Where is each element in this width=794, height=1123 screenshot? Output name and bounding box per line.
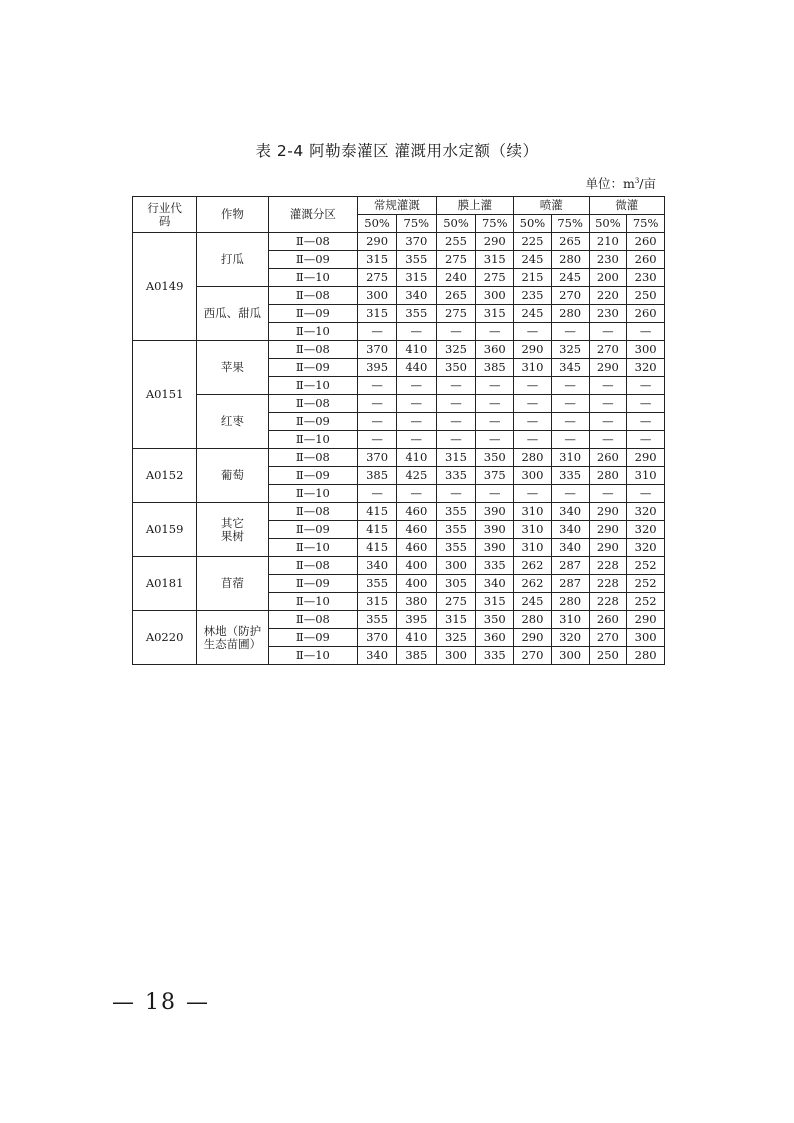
- zone-cell: Ⅱ—09: [268, 305, 358, 323]
- value-cell: 335: [476, 647, 514, 665]
- industry-code-cell: A0151: [133, 341, 197, 449]
- value-cell: —: [358, 413, 397, 431]
- value-cell: 320: [551, 629, 589, 647]
- value-cell: 252: [627, 575, 665, 593]
- value-cell: —: [627, 377, 665, 395]
- value-cell: —: [627, 413, 665, 431]
- value-cell: 290: [514, 341, 552, 359]
- crop-cell: 西瓜、甜瓜: [197, 287, 268, 341]
- value-cell: 300: [551, 647, 589, 665]
- value-cell: 300: [514, 467, 552, 485]
- table-body: [133, 233, 665, 665]
- value-cell: 228: [589, 575, 627, 593]
- value-cell: —: [589, 485, 627, 503]
- crop-cell: 苹果: [197, 341, 268, 395]
- value-cell: 350: [476, 611, 514, 629]
- zone-cell: Ⅱ—09: [268, 413, 358, 431]
- header-rate: 75%: [476, 215, 514, 233]
- value-cell: 230: [589, 305, 627, 323]
- value-cell: —: [396, 431, 436, 449]
- value-cell: 410: [396, 629, 436, 647]
- table-row: [133, 557, 665, 575]
- value-cell: 410: [396, 449, 436, 467]
- value-cell: —: [358, 323, 397, 341]
- value-cell: —: [396, 413, 436, 431]
- value-cell: 370: [358, 449, 397, 467]
- zone-cell: Ⅱ—08: [268, 557, 358, 575]
- value-cell: —: [476, 485, 514, 503]
- value-cell: 460: [396, 539, 436, 557]
- page-number: — 18 —: [112, 990, 210, 1015]
- value-cell: 280: [551, 593, 589, 611]
- value-cell: 290: [627, 611, 665, 629]
- table-row: [133, 341, 665, 359]
- value-cell: 310: [551, 449, 589, 467]
- crop-cell: 苜蓿: [197, 557, 268, 611]
- value-cell: 340: [551, 521, 589, 539]
- zone-cell: Ⅱ—10: [268, 647, 358, 665]
- value-cell: 260: [589, 611, 627, 629]
- value-cell: 290: [358, 233, 397, 251]
- value-cell: —: [514, 395, 552, 413]
- zone-cell: Ⅱ—10: [268, 323, 358, 341]
- value-cell: 315: [476, 305, 514, 323]
- value-cell: 280: [514, 611, 552, 629]
- value-cell: 310: [551, 611, 589, 629]
- value-cell: 310: [514, 503, 552, 521]
- value-cell: 335: [476, 557, 514, 575]
- value-cell: 290: [627, 449, 665, 467]
- crop-cell: 林地（防护 生态苗圃）: [197, 611, 268, 665]
- value-cell: —: [551, 395, 589, 413]
- value-cell: 270: [589, 341, 627, 359]
- value-cell: 320: [627, 359, 665, 377]
- value-cell: 230: [589, 251, 627, 269]
- value-cell: 415: [358, 503, 397, 521]
- value-cell: 287: [551, 557, 589, 575]
- value-cell: 310: [627, 467, 665, 485]
- unit-prefix: 单位：m: [585, 176, 635, 191]
- value-cell: 210: [589, 233, 627, 251]
- value-cell: —: [358, 377, 397, 395]
- value-cell: 395: [358, 359, 397, 377]
- table-row: [133, 611, 665, 629]
- value-cell: 320: [627, 503, 665, 521]
- value-cell: 280: [551, 251, 589, 269]
- value-cell: 262: [514, 557, 552, 575]
- value-cell: 305: [436, 575, 476, 593]
- value-cell: 315: [436, 611, 476, 629]
- value-cell: 300: [627, 341, 665, 359]
- value-cell: —: [514, 323, 552, 341]
- crop-cell: 红枣: [197, 395, 268, 449]
- value-cell: —: [476, 377, 514, 395]
- industry-code-cell: A0159: [133, 503, 197, 557]
- value-cell: 345: [551, 359, 589, 377]
- value-cell: 340: [358, 647, 397, 665]
- value-cell: 252: [627, 557, 665, 575]
- value-cell: —: [358, 431, 397, 449]
- value-cell: 260: [627, 233, 665, 251]
- value-cell: 315: [436, 449, 476, 467]
- value-cell: 340: [476, 575, 514, 593]
- value-cell: 300: [476, 287, 514, 305]
- header-method: 常规灌溉: [358, 197, 436, 215]
- value-cell: —: [436, 431, 476, 449]
- value-cell: 280: [514, 449, 552, 467]
- table-title: 表 2-4 阿勒泰灌区 灌溉用水定额（续）: [255, 142, 539, 160]
- value-cell: 355: [396, 251, 436, 269]
- value-cell: 315: [476, 251, 514, 269]
- value-cell: 340: [551, 539, 589, 557]
- table-row: [133, 395, 665, 413]
- header-method: 喷灌: [514, 197, 589, 215]
- value-cell: 355: [436, 503, 476, 521]
- value-cell: —: [551, 485, 589, 503]
- value-cell: 460: [396, 521, 436, 539]
- value-cell: —: [589, 413, 627, 431]
- value-cell: —: [551, 377, 589, 395]
- value-cell: 315: [476, 593, 514, 611]
- value-cell: —: [396, 377, 436, 395]
- header-rate: 50%: [358, 215, 397, 233]
- value-cell: —: [627, 395, 665, 413]
- value-cell: 287: [551, 575, 589, 593]
- value-cell: 252: [627, 593, 665, 611]
- value-cell: 360: [476, 629, 514, 647]
- value-cell: 385: [358, 467, 397, 485]
- value-cell: —: [551, 431, 589, 449]
- industry-code-cell: A0152: [133, 449, 197, 503]
- crop-cell: 打瓜: [197, 233, 268, 287]
- value-cell: 340: [396, 287, 436, 305]
- value-cell: —: [396, 395, 436, 413]
- value-cell: 350: [436, 359, 476, 377]
- zone-cell: Ⅱ—08: [268, 287, 358, 305]
- value-cell: 200: [589, 269, 627, 287]
- value-cell: 255: [436, 233, 476, 251]
- value-cell: 290: [589, 539, 627, 557]
- zone-cell: Ⅱ—08: [268, 341, 358, 359]
- value-cell: 265: [436, 287, 476, 305]
- value-cell: 355: [436, 521, 476, 539]
- value-cell: 220: [589, 287, 627, 305]
- zone-cell: Ⅱ—10: [268, 431, 358, 449]
- value-cell: —: [551, 413, 589, 431]
- value-cell: 290: [589, 503, 627, 521]
- value-cell: 250: [627, 287, 665, 305]
- value-cell: —: [436, 323, 476, 341]
- crop-cell: 其它 果树: [197, 503, 268, 557]
- value-cell: 310: [514, 539, 552, 557]
- value-cell: 315: [358, 251, 397, 269]
- zone-cell: Ⅱ—10: [268, 485, 358, 503]
- value-cell: 355: [396, 305, 436, 323]
- header-method: 微灌: [589, 197, 665, 215]
- value-cell: 290: [514, 629, 552, 647]
- value-cell: 410: [396, 341, 436, 359]
- value-cell: 310: [514, 359, 552, 377]
- header-rate: 50%: [436, 215, 476, 233]
- zone-cell: Ⅱ—10: [268, 377, 358, 395]
- zone-cell: Ⅱ—09: [268, 467, 358, 485]
- value-cell: —: [551, 323, 589, 341]
- value-cell: —: [436, 413, 476, 431]
- value-cell: 225: [514, 233, 552, 251]
- value-cell: 245: [551, 269, 589, 287]
- value-cell: 440: [396, 359, 436, 377]
- value-cell: 325: [551, 341, 589, 359]
- value-cell: —: [627, 431, 665, 449]
- value-cell: —: [476, 323, 514, 341]
- irrigation-quota-table: [132, 196, 665, 665]
- header-rate: 50%: [589, 215, 627, 233]
- value-cell: 260: [627, 305, 665, 323]
- zone-cell: Ⅱ—08: [268, 395, 358, 413]
- table-row: [133, 287, 665, 305]
- value-cell: 315: [358, 593, 397, 611]
- header-rate: 75%: [551, 215, 589, 233]
- value-cell: 400: [396, 557, 436, 575]
- header-crop: 作物: [197, 197, 268, 233]
- zone-cell: Ⅱ—08: [268, 233, 358, 251]
- value-cell: 280: [589, 467, 627, 485]
- zone-cell: Ⅱ—10: [268, 269, 358, 287]
- value-cell: 290: [589, 521, 627, 539]
- value-cell: 245: [514, 593, 552, 611]
- value-cell: —: [358, 485, 397, 503]
- crop-cell: 葡萄: [197, 449, 268, 503]
- zone-cell: Ⅱ—09: [268, 629, 358, 647]
- value-cell: —: [514, 485, 552, 503]
- zone-cell: Ⅱ—10: [268, 539, 358, 557]
- table-row: [133, 449, 665, 467]
- value-cell: 415: [358, 539, 397, 557]
- value-cell: 355: [358, 611, 397, 629]
- value-cell: —: [514, 413, 552, 431]
- value-cell: 275: [436, 251, 476, 269]
- value-cell: 340: [358, 557, 397, 575]
- value-cell: —: [436, 395, 476, 413]
- value-cell: 250: [589, 647, 627, 665]
- value-cell: 385: [396, 647, 436, 665]
- value-cell: 240: [436, 269, 476, 287]
- value-cell: —: [514, 431, 552, 449]
- value-cell: —: [396, 323, 436, 341]
- zone-cell: Ⅱ—09: [268, 575, 358, 593]
- industry-code-cell: A0220: [133, 611, 197, 665]
- value-cell: 350: [476, 449, 514, 467]
- value-cell: 385: [476, 359, 514, 377]
- value-cell: 395: [396, 611, 436, 629]
- value-cell: 280: [551, 305, 589, 323]
- value-cell: —: [436, 377, 476, 395]
- zone-cell: Ⅱ—08: [268, 611, 358, 629]
- value-cell: 300: [358, 287, 397, 305]
- value-cell: —: [476, 395, 514, 413]
- value-cell: 270: [551, 287, 589, 305]
- value-cell: 425: [396, 467, 436, 485]
- value-cell: 290: [589, 359, 627, 377]
- value-cell: 300: [436, 557, 476, 575]
- zone-cell: Ⅱ—08: [268, 503, 358, 521]
- value-cell: 355: [436, 539, 476, 557]
- unit-label: [585, 174, 656, 192]
- value-cell: —: [358, 395, 397, 413]
- value-cell: 245: [514, 251, 552, 269]
- header-zone: 灌溉分区: [268, 197, 358, 233]
- value-cell: —: [396, 485, 436, 503]
- value-cell: 215: [514, 269, 552, 287]
- header-rate: 75%: [396, 215, 436, 233]
- value-cell: 275: [436, 593, 476, 611]
- value-cell: 355: [358, 575, 397, 593]
- value-cell: 228: [589, 557, 627, 575]
- value-cell: 325: [436, 629, 476, 647]
- value-cell: 228: [589, 593, 627, 611]
- value-cell: —: [589, 323, 627, 341]
- table-row: [133, 233, 665, 251]
- zone-cell: Ⅱ—10: [268, 593, 358, 611]
- value-cell: 320: [627, 539, 665, 557]
- value-cell: 335: [551, 467, 589, 485]
- zone-cell: Ⅱ—09: [268, 359, 358, 377]
- value-cell: 270: [514, 647, 552, 665]
- value-cell: —: [476, 413, 514, 431]
- value-cell: 415: [358, 521, 397, 539]
- zone-cell: Ⅱ—09: [268, 251, 358, 269]
- value-cell: 265: [551, 233, 589, 251]
- value-cell: 370: [358, 629, 397, 647]
- value-cell: 260: [627, 251, 665, 269]
- value-cell: 375: [476, 467, 514, 485]
- value-cell: 380: [396, 593, 436, 611]
- zone-cell: Ⅱ—09: [268, 521, 358, 539]
- value-cell: 275: [476, 269, 514, 287]
- industry-code-cell: A0181: [133, 557, 197, 611]
- value-cell: 340: [551, 503, 589, 521]
- value-cell: 290: [476, 233, 514, 251]
- value-cell: 235: [514, 287, 552, 305]
- value-cell: 245: [514, 305, 552, 323]
- value-cell: 370: [396, 233, 436, 251]
- table-row: [133, 503, 665, 521]
- value-cell: —: [436, 485, 476, 503]
- industry-code-cell: A0149: [133, 233, 197, 341]
- unit-superscript: 3: [634, 176, 640, 185]
- value-cell: 370: [358, 341, 397, 359]
- value-cell: 275: [436, 305, 476, 323]
- value-cell: 390: [476, 503, 514, 521]
- value-cell: 270: [589, 629, 627, 647]
- value-cell: 315: [358, 305, 397, 323]
- value-cell: 262: [514, 575, 552, 593]
- value-cell: —: [514, 377, 552, 395]
- value-cell: 275: [358, 269, 397, 287]
- header-rate: 75%: [627, 215, 665, 233]
- value-cell: 360: [476, 341, 514, 359]
- value-cell: 460: [396, 503, 436, 521]
- zone-cell: Ⅱ—08: [268, 449, 358, 467]
- value-cell: 325: [436, 341, 476, 359]
- value-cell: 390: [476, 521, 514, 539]
- value-cell: 260: [589, 449, 627, 467]
- value-cell: 300: [627, 629, 665, 647]
- value-cell: —: [627, 323, 665, 341]
- value-cell: —: [589, 395, 627, 413]
- value-cell: 315: [396, 269, 436, 287]
- value-cell: —: [589, 431, 627, 449]
- value-cell: 390: [476, 539, 514, 557]
- value-cell: 300: [436, 647, 476, 665]
- value-cell: 280: [627, 647, 665, 665]
- header-rate: 50%: [514, 215, 552, 233]
- unit-suffix: /亩: [639, 176, 656, 191]
- value-cell: 400: [396, 575, 436, 593]
- header-method: 膜上灌: [436, 197, 513, 215]
- value-cell: —: [627, 485, 665, 503]
- value-cell: 320: [627, 521, 665, 539]
- value-cell: —: [476, 431, 514, 449]
- value-cell: 335: [436, 467, 476, 485]
- value-cell: 230: [627, 269, 665, 287]
- value-cell: 310: [514, 521, 552, 539]
- value-cell: —: [589, 377, 627, 395]
- header-industry-code: 行业代码: [133, 197, 197, 233]
